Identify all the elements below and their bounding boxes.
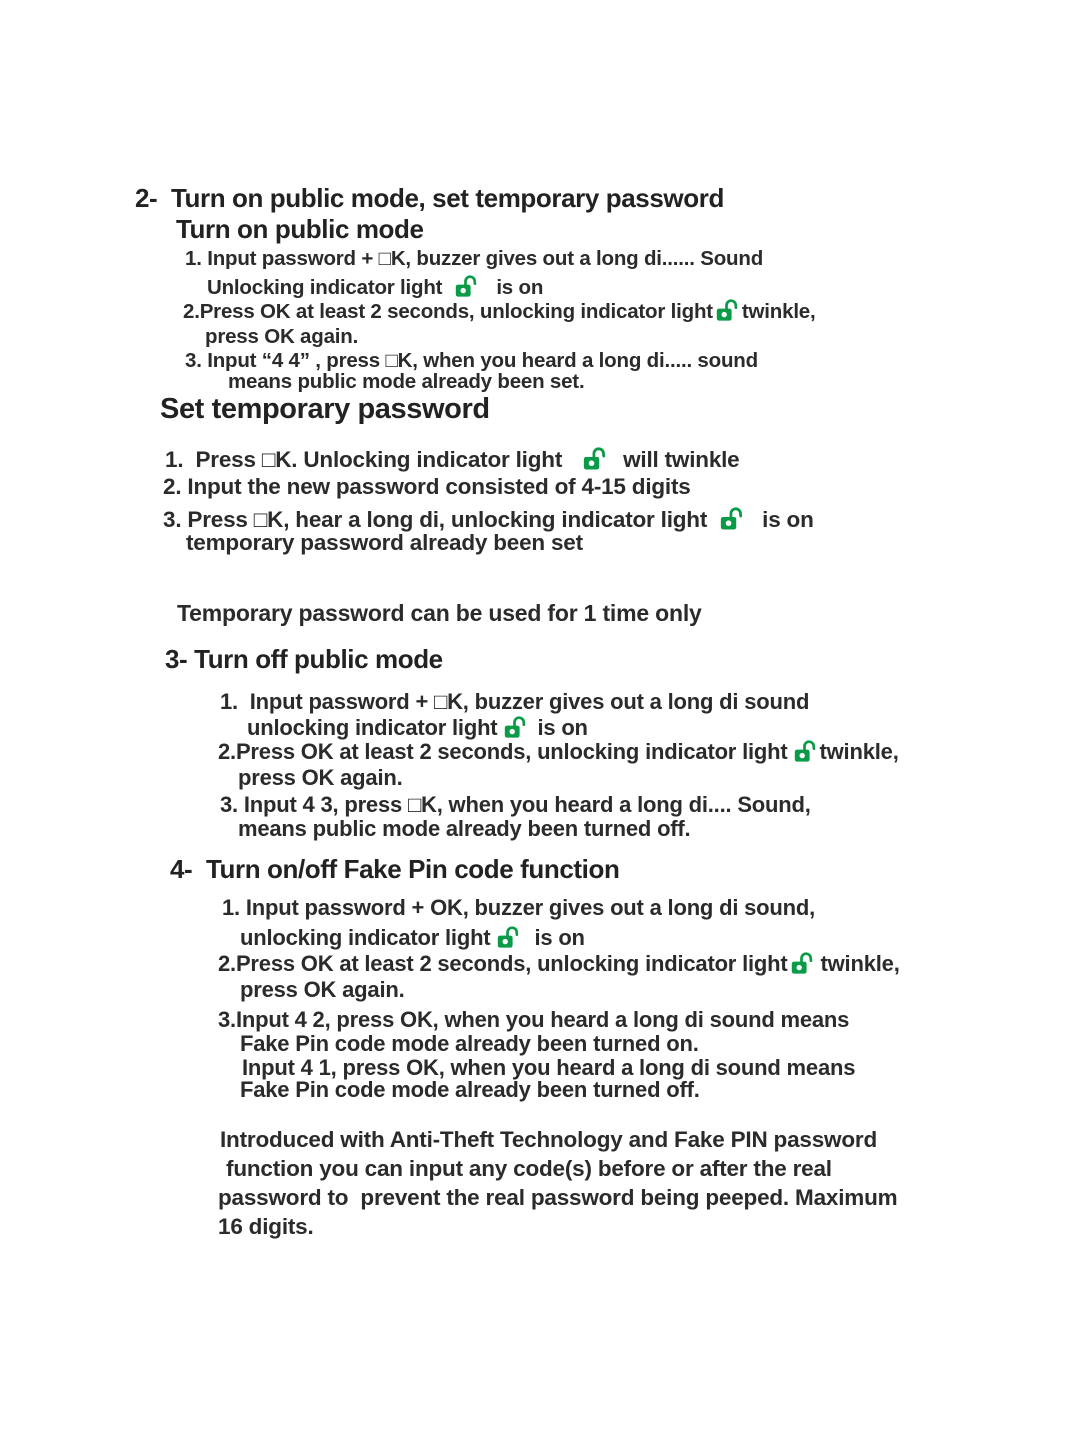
step-line: means public mode already been set.: [228, 370, 585, 393]
step-text: 2.Press OK at least 2 seconds, unlocking indicator light: [183, 300, 713, 323]
step-line: press OK again.: [240, 977, 405, 1002]
step-line: temporary password already been set: [186, 530, 583, 555]
unlock-icon: [582, 446, 609, 473]
step-line: [207, 274, 543, 300]
step-line: press OK again.: [238, 765, 403, 790]
section-2-heading: 2- Turn on public mode, set temporary password: [135, 183, 724, 213]
set-temp-password-heading: Set temporary password: [160, 393, 490, 425]
step-text: 2.Press OK at least 2 seconds, unlocking indicator light: [218, 951, 788, 976]
step-text: is on: [534, 925, 585, 950]
step-text: 2.Press OK at least 2 seconds, unlocking indicator light: [218, 739, 788, 764]
step-line: means public mode already been turned off.: [238, 816, 691, 841]
step-text: 1. Press □K. Unlocking indicator light: [165, 447, 563, 472]
step-line: [218, 739, 899, 765]
step-line: Fake Pin code mode already been turned off.: [240, 1077, 700, 1102]
step-line: [183, 298, 816, 324]
temporary-password-note: Temporary password can be used for 1 time only: [177, 600, 702, 626]
unlock-icon: [454, 274, 480, 300]
section-4-heading: 4- Turn on/off Fake Pin code function: [170, 854, 620, 884]
step-line: [165, 446, 740, 473]
section-3-heading: 3- Turn off public mode: [165, 644, 443, 674]
unlock-icon: [503, 715, 529, 741]
step-line: 1. Input password + OK, buzzer gives out a long di sound,: [222, 895, 816, 920]
unlock-icon: [793, 739, 819, 765]
step-line: [240, 925, 585, 951]
unlock-icon: [496, 925, 522, 951]
anti-theft-paragraph-line: password to prevent the real password being peeped. Maximum: [218, 1185, 898, 1210]
step-line: Fake Pin code mode already been turned on.: [240, 1031, 699, 1056]
step-text: twinkle,: [819, 739, 899, 764]
unlock-icon: [719, 506, 746, 533]
anti-theft-paragraph-line: 16 digits.: [218, 1214, 314, 1239]
step-line: press OK again.: [205, 325, 359, 348]
step-text: 3. Press □K, hear a long di, unlocking indicator light: [163, 507, 708, 532]
step-line: 3. Input 4 3, press □K, when you heard a long di.... Sound,: [220, 792, 811, 817]
step-text: is on: [537, 715, 588, 740]
step-line: 1. Input password + □K, buzzer gives out a long di sound: [220, 689, 810, 714]
step-text: unlocking indicator light: [247, 715, 498, 740]
anti-theft-paragraph-line: function you can input any code(s) before or after the real: [220, 1156, 832, 1181]
unlock-icon: [715, 298, 741, 324]
step-text: twinkle,: [741, 300, 816, 323]
step-text: Unlocking indicator light: [207, 276, 443, 299]
step-text: unlocking indicator light: [240, 925, 491, 950]
step-line: Input 4 1, press OK, when you heard a long di sound means: [242, 1055, 856, 1080]
step-line: 3.Input 4 2, press OK, when you heard a long di sound means: [218, 1007, 850, 1032]
step-text: is on: [496, 276, 544, 299]
step-text: will twinkle: [623, 447, 740, 472]
step-line: 3. Input “4 4” , press □K, when you heard a long di..... sound: [185, 349, 758, 372]
step-line: [247, 715, 588, 741]
step-line: 2. Input the new password consisted of 4-15 digits: [163, 474, 691, 499]
step-line: 1. Input password + □K, buzzer gives out a long di...... Sound: [185, 247, 764, 270]
step-line: [163, 506, 814, 533]
step-text: is on: [762, 507, 814, 532]
step-text: twinkle,: [820, 951, 900, 976]
section-2-subheading: Turn on public mode: [176, 214, 424, 244]
unlock-icon: [790, 951, 816, 977]
step-line: [218, 951, 900, 977]
anti-theft-paragraph-line: Introduced with Anti-Theft Technology and Fake PIN password: [220, 1127, 877, 1152]
